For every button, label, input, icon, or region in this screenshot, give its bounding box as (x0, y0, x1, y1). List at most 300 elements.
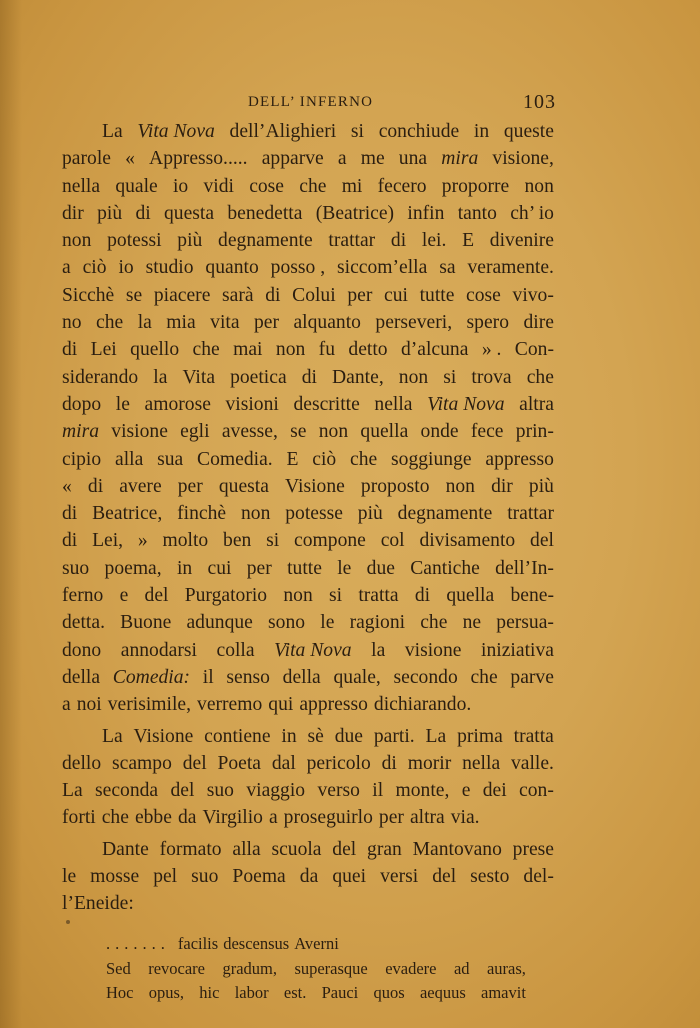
text-line (62, 527, 554, 554)
text-line (62, 227, 554, 254)
word: tutte (287, 557, 322, 579)
word: dello (62, 752, 102, 774)
word: a (62, 694, 71, 716)
word: fu (318, 339, 335, 361)
word: Vita Nova (137, 121, 215, 142)
word: no (62, 312, 82, 334)
word: Dante (102, 838, 149, 860)
word: non (275, 339, 306, 361)
word: quanto (205, 257, 259, 279)
text-line (62, 145, 554, 172)
word: perseveri, (375, 312, 453, 334)
word: quale, (333, 666, 381, 688)
word: non (318, 421, 349, 443)
word: le (320, 612, 335, 634)
word: Lei (90, 339, 117, 361)
word: in (176, 557, 193, 579)
word: verso (317, 780, 360, 802)
word: monte, (395, 780, 450, 802)
word: Poeta (217, 752, 261, 774)
word: vidi (203, 175, 234, 197)
word: E (286, 448, 299, 470)
word: suo (206, 780, 234, 802)
word: colla (216, 639, 255, 661)
quote-word: ad (453, 958, 470, 978)
word: se (125, 284, 143, 306)
word: prin- (515, 421, 554, 443)
word: dono (62, 639, 102, 661)
text-line (62, 750, 554, 777)
word: alla (115, 448, 144, 470)
word: quella (446, 585, 495, 607)
text-line (62, 691, 554, 718)
text-line (62, 473, 554, 500)
word: di (265, 284, 281, 306)
word: due (366, 557, 395, 579)
word: Visione (133, 725, 194, 747)
running-head: DELL’ INFERNO (248, 94, 374, 110)
quote-word: revocare (148, 958, 205, 978)
body-text (62, 118, 554, 918)
word: verisimile, (107, 694, 192, 716)
word: per (177, 475, 203, 497)
word: si (329, 585, 343, 607)
word: « (125, 148, 135, 170)
word: apparve (261, 148, 324, 170)
word: in (473, 121, 490, 142)
word: da (177, 807, 197, 829)
text-line (62, 364, 554, 391)
word: del (144, 585, 169, 607)
word: a (268, 807, 278, 829)
text-line (62, 637, 554, 664)
word: Buone (120, 612, 172, 634)
word: La (425, 725, 447, 747)
word: del- (523, 866, 554, 888)
word: Lei, (92, 530, 124, 552)
word: questa (164, 202, 215, 224)
word: sua (157, 448, 184, 470)
word: formato (159, 838, 222, 860)
word: Mantovano (412, 838, 502, 860)
word: viaggio (246, 780, 306, 802)
word: le (337, 557, 352, 579)
word: Vita Nova (274, 639, 352, 661)
text-line (62, 254, 554, 281)
word: piacere (153, 284, 211, 306)
word: conchiude (378, 121, 460, 142)
word: trattar (328, 230, 376, 252)
word: e (119, 585, 129, 607)
word: La (102, 725, 123, 747)
word: trattar (507, 503, 554, 525)
word: proseguirlo (283, 807, 373, 829)
text-line (62, 804, 554, 831)
word: per (253, 312, 280, 334)
text-line (62, 500, 554, 527)
word: bene- (510, 585, 554, 607)
word: contiene (204, 725, 271, 747)
word: dopo (62, 393, 102, 415)
quote-word: Averni (294, 934, 339, 953)
word: Beatrice, (92, 503, 163, 525)
word: secondo (393, 666, 458, 688)
word: di (301, 366, 317, 388)
word: potessi (107, 230, 162, 252)
text-line (62, 309, 554, 336)
word: mira (441, 148, 479, 170)
word: seconda (95, 780, 159, 802)
word: proposto (360, 475, 430, 497)
word: pel (153, 866, 178, 888)
word: non (524, 175, 554, 197)
word: divenire (489, 230, 554, 252)
quote-word: descensus (223, 934, 290, 953)
word: mai (233, 339, 263, 361)
word: noi (76, 694, 102, 716)
word: suo (62, 557, 90, 579)
word: siccom’ella (337, 257, 428, 279)
quote-word: superasque (294, 958, 368, 978)
word: dei (482, 780, 507, 802)
word: ben (223, 530, 252, 552)
page-header (248, 91, 556, 116)
word: compone (294, 530, 366, 552)
word: cui (207, 557, 232, 579)
word: tratta (513, 725, 554, 747)
word: mia (166, 312, 196, 334)
word: cipio (62, 448, 102, 470)
quote-line (106, 957, 526, 982)
word: potesse (285, 503, 343, 525)
word: soggiunge (391, 448, 472, 470)
word: E (462, 230, 475, 252)
quote-word: labor (234, 983, 269, 1002)
text-line (62, 446, 554, 473)
word: posso , (270, 257, 326, 279)
word: dichiarando. (373, 694, 472, 716)
word: degnamente (397, 503, 493, 525)
word: avere (119, 475, 162, 497)
word: amorose (144, 393, 211, 415)
word: ch’ io (510, 202, 554, 224)
text-line (62, 609, 554, 636)
word: poema, (104, 557, 162, 579)
word: sesto (470, 866, 510, 888)
word: l’Eneide: (62, 893, 134, 915)
text-line (62, 391, 554, 418)
word: proporre (441, 175, 510, 197)
word: me (360, 148, 385, 170)
word: nella (462, 752, 501, 774)
word: » (137, 530, 148, 552)
quote-word: Hoc (106, 983, 134, 1002)
word: La (102, 121, 123, 142)
word: visione (111, 421, 168, 443)
word: parti. (373, 725, 415, 747)
word: che (299, 175, 327, 197)
text-line (62, 890, 554, 917)
word: di (62, 530, 78, 552)
word: ne (462, 612, 482, 634)
word: persua- (496, 612, 554, 634)
word: senso (226, 666, 270, 688)
word: sarà (222, 284, 254, 306)
word: ciò (312, 448, 337, 470)
word: « (62, 475, 72, 497)
word: dell’Alighieri (229, 121, 337, 142)
word: Vita (182, 366, 216, 388)
word: la (371, 639, 386, 661)
paragraph (62, 836, 554, 918)
word: tutte (419, 284, 455, 306)
word: quello (130, 339, 180, 361)
word: per (246, 557, 272, 579)
word: per (347, 284, 373, 306)
word: che (96, 312, 124, 334)
word: Colui (292, 284, 336, 306)
word: adunque (186, 612, 253, 634)
text-line (62, 836, 554, 863)
quote-word: aequus (419, 983, 466, 1002)
quote-word: Pauci (321, 983, 359, 1002)
word: morir (407, 752, 452, 774)
word: La (62, 780, 83, 802)
word: una (398, 148, 428, 170)
word: sa (439, 257, 456, 279)
word: che (101, 807, 129, 829)
page-number: 103 (523, 91, 556, 113)
word: studio (145, 257, 194, 279)
word: la (137, 312, 152, 334)
word: valle. (510, 752, 554, 774)
word: di (414, 585, 431, 607)
word: dir (62, 202, 84, 224)
word: del (170, 780, 195, 802)
word: via. (450, 807, 480, 829)
word: di (87, 475, 104, 497)
word: altra (519, 393, 554, 415)
word: dal (271, 752, 296, 774)
word: mira (62, 421, 100, 443)
word: divisamento (419, 530, 516, 552)
word: quale (115, 175, 158, 197)
text-line (62, 863, 554, 890)
word: il (202, 666, 214, 688)
quote-word: amavit (481, 983, 526, 1002)
text-line (62, 200, 554, 227)
word: che (192, 339, 220, 361)
word: da (299, 866, 319, 888)
word: non (62, 230, 92, 252)
word: prese (512, 838, 554, 860)
ink-speck (66, 920, 70, 924)
quote-word: gradum, (222, 958, 277, 978)
word: visioni (225, 393, 279, 415)
word: sè (307, 725, 324, 747)
word: Cantiche (410, 557, 480, 579)
word: visione, (492, 148, 554, 170)
word: » . (481, 339, 502, 361)
word: di (62, 339, 78, 361)
word: poetica (230, 366, 287, 388)
word: suo (191, 866, 219, 888)
quote-word: auras, (486, 958, 526, 978)
word: ebbe (134, 807, 172, 829)
text-line (62, 282, 554, 309)
word: più (528, 475, 554, 497)
word: onde (420, 421, 459, 443)
word: avesse, (221, 421, 278, 443)
word: due (334, 725, 363, 747)
word: se (290, 421, 307, 443)
word: quei (332, 866, 367, 888)
word: non (283, 585, 313, 607)
text-line (62, 118, 554, 145)
quote-word: opus, (148, 983, 185, 1002)
word: in (281, 725, 297, 747)
word: siderando (62, 366, 139, 388)
quote-line (106, 932, 526, 957)
text-line (62, 664, 554, 691)
word: gran (367, 838, 402, 860)
word: appresso (485, 448, 554, 470)
word: non (445, 475, 475, 497)
word: descritte (293, 393, 360, 415)
word: Sicchè (62, 284, 115, 306)
word: pericolo (306, 752, 371, 774)
word: nella (374, 393, 413, 415)
word: il (372, 780, 384, 802)
word: alla (232, 838, 261, 860)
word: appresso (299, 694, 368, 716)
word: si (266, 530, 280, 552)
word: cui (384, 284, 408, 306)
text-line (62, 723, 554, 750)
word: più (97, 202, 123, 224)
word: Virgilio (202, 807, 263, 829)
word: detto (348, 339, 388, 361)
word: non (398, 366, 429, 388)
word: non (240, 503, 271, 525)
word: che (470, 666, 498, 688)
word: scuola (271, 838, 322, 860)
word: del (182, 752, 207, 774)
word: cose (249, 175, 285, 197)
word: trova (471, 366, 512, 388)
word: parve (510, 666, 554, 688)
word: fece (470, 421, 504, 443)
word: Comedia. (197, 448, 273, 470)
paragraph (62, 118, 554, 719)
word: Poema (232, 866, 286, 888)
word: del (530, 530, 554, 552)
word: ragioni (349, 612, 406, 634)
word: quella (360, 421, 409, 443)
word: molto (162, 530, 209, 552)
quote-word: quos (373, 983, 405, 1002)
word: cose (466, 284, 501, 306)
quote-word: evadere (385, 958, 437, 978)
word: Vita Nova (427, 393, 505, 415)
word: più (177, 230, 203, 252)
word: vita (210, 312, 240, 334)
word: sono (268, 612, 306, 634)
word: mi (341, 175, 363, 197)
word: verremo (197, 694, 263, 716)
word: della (62, 666, 101, 688)
word: (Beatrice) (315, 202, 395, 224)
word: degnamente (218, 230, 313, 252)
latin-quotation (106, 932, 526, 1006)
word: a (62, 257, 71, 279)
word: qui (268, 694, 294, 716)
word: Comedia: (112, 666, 191, 688)
word: finchè (177, 503, 227, 525)
text-line (62, 336, 554, 363)
word: si (443, 366, 457, 388)
text-line (62, 777, 554, 804)
word: io (172, 175, 189, 197)
word: Purgatorio (184, 585, 268, 607)
word: che (420, 612, 448, 634)
word: ferno (62, 585, 104, 607)
word: versi (380, 866, 419, 888)
word: questa (218, 475, 269, 497)
word: con- (519, 780, 554, 802)
quote-word: facilis (177, 934, 219, 953)
word: di (62, 503, 78, 525)
word: tanto (457, 202, 497, 224)
word: annodarsi (120, 639, 197, 661)
text-line (62, 555, 554, 582)
word: Visione (285, 475, 345, 497)
word: altra (409, 807, 445, 829)
word: dell’In- (495, 557, 554, 579)
word: le (115, 393, 130, 415)
word: dir (491, 475, 513, 497)
word: io (118, 257, 134, 279)
text-line (62, 582, 554, 609)
word: forti (62, 807, 96, 829)
word: parole (62, 148, 111, 170)
word: si (350, 121, 364, 142)
word: veramente. (467, 257, 554, 279)
word: egli (180, 421, 210, 443)
word: visione (404, 639, 462, 661)
page-edge-shadow (0, 0, 22, 1028)
word: a (337, 148, 347, 170)
quote-word: Sed (106, 958, 131, 978)
quote-word: est. (283, 983, 307, 1002)
word: d’alcuna (400, 339, 469, 361)
word: mosse (90, 866, 140, 888)
word: scampo (112, 752, 172, 774)
word: le (62, 866, 77, 888)
word: detta. (62, 612, 105, 634)
word: nella (62, 175, 101, 197)
word: Con- (514, 339, 554, 361)
word: per (378, 807, 404, 829)
ellipsis-dots: ....... (106, 934, 170, 953)
word: fecero (377, 175, 427, 197)
word: spero (466, 312, 509, 334)
word: lei. (421, 230, 447, 252)
word: che (350, 448, 378, 470)
word: di (135, 202, 151, 224)
word: alquanto (293, 312, 361, 334)
word: di (381, 752, 397, 774)
